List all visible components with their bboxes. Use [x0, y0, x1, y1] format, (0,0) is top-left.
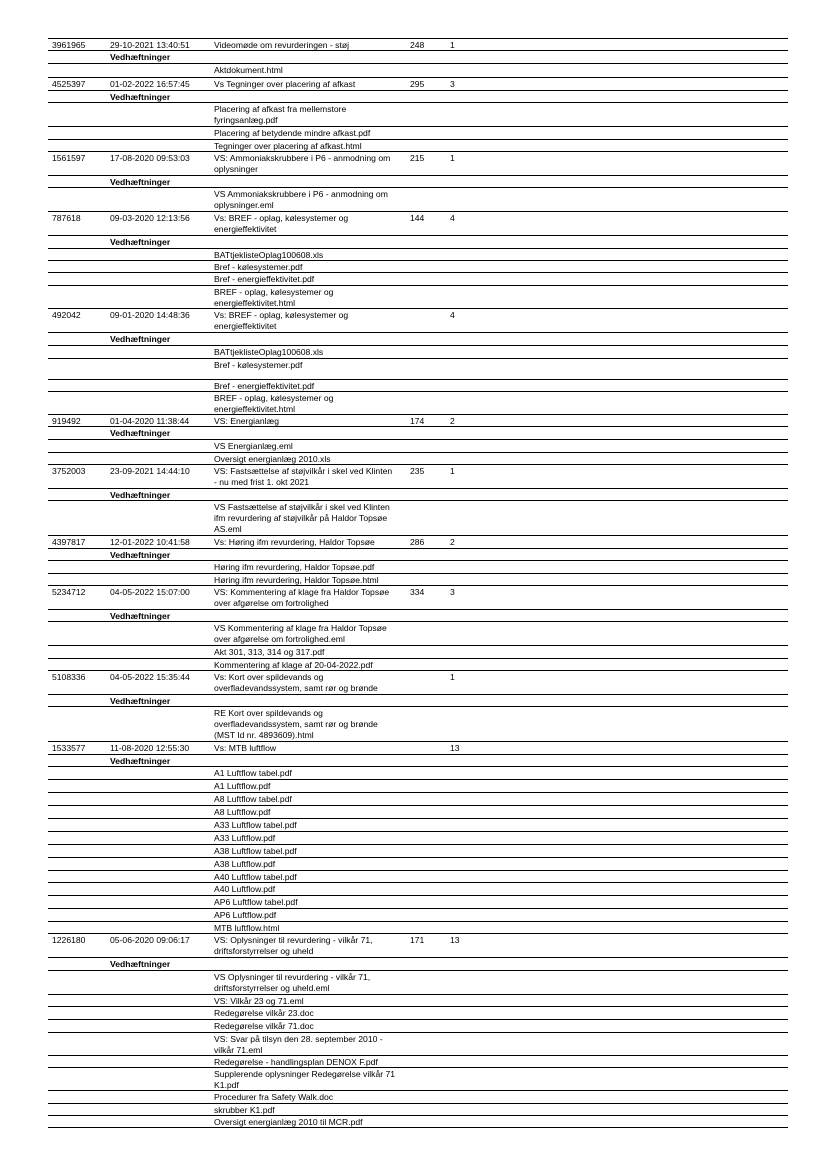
attachment-filename: A8 Luftflow tabel.pdf — [214, 794, 292, 804]
record-size: 215 — [410, 153, 425, 163]
attachment-filename: Oversigt energianlæg 2010.xls — [214, 454, 331, 464]
attachments-header: Vedhæftninger — [110, 92, 171, 102]
attachment-row — [48, 921, 788, 933]
record-row — [48, 464, 788, 488]
record-subject: VS: Fastsættelse af støjvilkår i skel ved Klinten - nu med frist 1. okt 2021 — [214, 466, 393, 487]
attachment-row — [48, 706, 788, 741]
record-id: 4525397 — [52, 79, 86, 89]
attachments-header-row — [48, 90, 788, 102]
attachment-row — [48, 1067, 788, 1090]
attachment-filename: A38 Luftflow tabel.pdf — [214, 846, 297, 856]
record-subject: Videomøde om revurderingen - støj — [214, 40, 350, 50]
attachment-row — [48, 766, 788, 779]
attachment-filename: Oversigt energianlæg 2010 til MCR.pdf — [214, 1117, 363, 1127]
record-subject: VS: Oplysninger til revurdering - vilkår 71, driftsforstyrrelser og uheld — [214, 935, 373, 956]
attachments-header-row — [48, 694, 788, 706]
attachments-header-row — [48, 754, 788, 766]
attachment-filename: BATtjeklisteOplag100608.xls — [214, 250, 324, 260]
record-subject: Vs: BREF - oplag, kølesystemer og energieffektivitet — [214, 310, 349, 331]
attachment-filename: Placering af afkast fra mellemstore fyringsanlæg.pdf — [214, 104, 347, 125]
attachment-filename: skrubber K1.pdf — [214, 1105, 275, 1115]
attachment-filename: Tegninger over placering af afkast.html — [214, 141, 362, 151]
record-subject: Vs: MTB luftflow — [214, 743, 277, 753]
record-attachment-count: 3 — [450, 79, 455, 89]
attachment-row — [48, 1103, 788, 1115]
attachment-filename: AP6 Luftflow.pdf — [214, 910, 277, 920]
record-id: 919492 — [52, 416, 81, 426]
attachment-filename: Bref - kølesystemer.pdf — [214, 360, 303, 370]
record-size: 295 — [410, 79, 425, 89]
attachment-filename: RE Kort over spildevands og overfladevandssystem, samt rør og brønde (MST Id nr. 4893609).html — [214, 708, 378, 740]
record-size: 171 — [410, 935, 425, 945]
record-date: 04-05-2022 15:35:44 — [110, 672, 190, 682]
record-row — [48, 77, 788, 90]
record-size: 286 — [410, 537, 425, 547]
record-id: 1533577 — [52, 743, 86, 753]
record-id: 3752003 — [52, 466, 86, 476]
attachment-filename: Bref - energieffektivitet.pdf — [214, 274, 315, 284]
attachments-header: Vedhæftninger — [110, 959, 171, 969]
attachment-row — [48, 831, 788, 844]
attachment-filename: A40 Luftflow tabel.pdf — [214, 872, 297, 882]
attachment-row — [48, 439, 788, 452]
attachment-row — [48, 187, 788, 211]
attachments-header-row — [48, 548, 788, 560]
record-attachment-count: 4 — [450, 310, 455, 320]
record-date: 17-08-2020 09:53:03 — [110, 153, 190, 163]
record-subject: VS: Energianlæg — [214, 416, 279, 426]
attachment-row — [48, 857, 788, 870]
attachment-row — [48, 452, 788, 464]
attachment-row — [48, 63, 788, 77]
attachment-filename: Høring ifm revurdering, Haldor Topsøe.pdf — [214, 562, 375, 572]
attachment-row — [48, 805, 788, 818]
record-date: 01-04-2020 11:38:44 — [110, 416, 190, 426]
attachments-header-row — [48, 235, 788, 248]
record-size: 144 — [410, 213, 425, 223]
record-date: 12-01-2022 10:41:58 — [110, 537, 190, 547]
attachments-header: Vedhæftninger — [110, 756, 171, 766]
attachment-filename: BATtjeklisteOplag100608.xls — [214, 347, 324, 357]
record-size: 334 — [410, 587, 425, 597]
record-date: 09-03-2020 12:13:56 — [110, 213, 190, 223]
attachments-header: Vedhæftninger — [110, 52, 171, 62]
attachment-row — [48, 139, 788, 151]
record-id: 4397817 — [52, 537, 86, 547]
record-date: 01-02-2022 16:57:45 — [110, 79, 190, 89]
attachment-filename: AP6 Luftflow tabel.pdf — [214, 897, 298, 907]
record-size: 235 — [410, 466, 425, 476]
record-row — [48, 414, 788, 426]
record-subject: Vs: BREF - oplag, kølesystemer og energieffektivitet — [214, 213, 349, 234]
attachment-filename: VS Oplysninger til revurdering - vilkår 71, driftsforstyrrelser og uheld.eml — [214, 972, 371, 993]
record-date: 05-06-2020 09:06:17 — [110, 935, 190, 945]
record-row — [48, 670, 788, 694]
record-id: 5108336 — [52, 672, 86, 682]
attachment-filename: Redegørelse - handlingsplan DENOX F.pdf — [214, 1057, 378, 1067]
attachment-row — [48, 994, 788, 1006]
attachment-row — [48, 818, 788, 831]
attachment-row — [48, 1090, 788, 1103]
attachment-filename: MTB luftflow.html — [214, 923, 280, 933]
attachments-header: Vedhæftninger — [110, 550, 171, 560]
attachment-filename: Procedurer fra Safety Walk.doc — [214, 1092, 334, 1102]
record-row — [48, 151, 788, 175]
record-attachment-count: 1 — [450, 40, 455, 50]
record-row — [48, 308, 788, 332]
attachment-filename: A40 Luftflow.pdf — [214, 884, 276, 894]
attachment-filename: Bref - energieffektivitet.pdf — [214, 381, 315, 391]
record-subject: VS: Ammoniakskrubbere i P6 - anmodning om oplysninger — [214, 153, 391, 174]
attachment-row — [48, 358, 788, 379]
attachment-row — [48, 1032, 788, 1055]
attachments-header: Vedhæftninger — [110, 177, 171, 187]
record-row — [48, 38, 788, 50]
attachments-header-row — [48, 426, 788, 439]
attachment-row — [48, 645, 788, 658]
record-id: 3961965 — [52, 40, 86, 50]
attachment-row — [48, 1006, 788, 1019]
record-id: 1226180 — [52, 935, 86, 945]
attachment-filename: Placering af betydende mindre afkast.pdf — [214, 128, 371, 138]
record-attachment-count: 2 — [450, 416, 455, 426]
attachment-filename: A33 Luftflow tabel.pdf — [214, 820, 297, 830]
attachment-filename: BREF - oplag, kølesystemer og energieffektivitet.html — [214, 393, 334, 414]
attachment-filename: Høring ifm revurdering, Haldor Topsøe.html — [214, 575, 379, 585]
record-row — [48, 933, 788, 957]
attachment-filename: Aktdokument.html — [214, 65, 283, 75]
attachments-header: Vedhæftninger — [110, 611, 171, 621]
attachment-filename: VS Fastsættelse af støjvilkår i skel ved Klinten ifm revurdering af støjvilkår på Haldor Topsøe AS.eml — [214, 502, 390, 534]
record-date: 23-09-2021 14:44:10 — [110, 466, 190, 476]
attachment-row — [48, 500, 788, 535]
attachment-row — [48, 102, 788, 126]
record-row — [48, 585, 788, 609]
attachments-header-row — [48, 488, 788, 500]
attachment-row — [48, 882, 788, 895]
attachment-row — [48, 260, 788, 272]
record-attachment-count: 4 — [450, 213, 455, 223]
attachment-filename: VS: Svar på tilsyn den 28. september 2010 - vilkår 71.eml — [214, 1034, 383, 1055]
record-attachment-count: 13 — [450, 743, 460, 753]
attachment-filename: Redegørelse vilkår 23.doc — [214, 1008, 314, 1018]
attachment-row — [48, 560, 788, 573]
attachment-filename: Akt 301, 313, 314 og 317.pdf — [214, 647, 325, 657]
record-size: 248 — [410, 40, 425, 50]
attachment-row — [48, 1055, 788, 1067]
record-subject: Vs: Høring ifm revurdering, Haldor Topsøe — [214, 537, 375, 547]
attachment-row — [48, 792, 788, 805]
attachment-row — [48, 248, 788, 260]
record-subject: Vs: Kort over spildevands og overfladevandssystem, samt rør og brønde — [214, 672, 378, 693]
attachment-filename: Bref - kølesystemer.pdf — [214, 262, 303, 272]
attachment-filename: A1 Luftflow tabel.pdf — [214, 768, 292, 778]
attachments-header: Vedhæftninger — [110, 490, 171, 500]
attachment-filename: Supplerende oplysninger Redegørelse vilkår 71 K1.pdf — [214, 1069, 396, 1090]
attachment-filename: A33 Luftflow.pdf — [214, 833, 276, 843]
attachment-row — [48, 285, 788, 308]
table-bottom-border — [48, 1127, 788, 1128]
record-attachment-count: 1 — [450, 466, 455, 476]
record-size: 174 — [410, 416, 425, 426]
attachment-row — [48, 658, 788, 670]
attachments-header-row — [48, 332, 788, 345]
record-date: 09-01-2020 14:48:36 — [110, 310, 190, 320]
attachments-header: Vedhæftninger — [110, 428, 171, 438]
attachment-row — [48, 870, 788, 882]
attachment-row — [48, 379, 788, 391]
attachment-row — [48, 1115, 788, 1127]
record-attachment-count: 1 — [450, 672, 455, 682]
record-attachment-count: 3 — [450, 587, 455, 597]
record-attachment-count: 1 — [450, 153, 455, 163]
record-id: 492042 — [52, 310, 81, 320]
attachments-header: Vedhæftninger — [110, 334, 171, 344]
record-subject: VS: Kommentering af klage fra Haldor Topsøe over afgørelse om fortrolighed — [214, 587, 390, 608]
record-id: 5234712 — [52, 587, 86, 597]
attachments-header-row — [48, 50, 788, 63]
attachment-row — [48, 1019, 788, 1032]
record-row — [48, 211, 788, 235]
attachment-filename: VS Kommentering af klage fra Haldor Topsøe over afgørelse om fortrolighed.eml — [214, 623, 387, 644]
attachment-row — [48, 895, 788, 908]
attachment-filename: A8 Luftflow.pdf — [214, 807, 271, 817]
attachments-header-row — [48, 609, 788, 621]
record-attachment-count: 2 — [450, 537, 455, 547]
attachment-row — [48, 621, 788, 645]
attachments-report — [48, 38, 788, 1128]
attachment-row — [48, 391, 788, 414]
attachment-filename: BREF - oplag, kølesystemer og energieffektivitet.html — [214, 287, 334, 308]
record-date: 04-05-2022 15:07:00 — [110, 587, 190, 597]
attachment-row — [48, 573, 788, 585]
attachment-row — [48, 126, 788, 139]
attachment-row — [48, 844, 788, 857]
attachments-header: Vedhæftninger — [110, 237, 171, 247]
record-row — [48, 741, 788, 754]
attachment-filename: A1 Luftflow.pdf — [214, 781, 271, 791]
record-id: 787618 — [52, 213, 81, 223]
attachments-header-row — [48, 957, 788, 970]
record-row — [48, 535, 788, 548]
record-attachment-count: 13 — [450, 935, 460, 945]
attachment-filename: Kommentering af klage af 20-04-2022.pdf — [214, 660, 373, 670]
attachment-filename: Redegørelse vilkår 71.doc — [214, 1021, 314, 1031]
record-subject: Vs Tegninger over placering af afkast — [214, 79, 356, 89]
attachment-filename: A38 Luftflow.pdf — [214, 859, 276, 869]
record-id: 1561597 — [52, 153, 86, 163]
attachment-row — [48, 970, 788, 994]
attachments-header: Vedhæftninger — [110, 696, 171, 706]
attachment-filename: VS: Vilkår 23 og 71.eml — [214, 996, 304, 1006]
attachment-filename: VS Ammoniakskrubbere i P6 - anmodning om oplysninger.eml — [214, 189, 388, 210]
attachment-filename: VS Energianlæg.eml — [214, 441, 293, 451]
attachment-row — [48, 908, 788, 921]
attachment-row — [48, 272, 788, 285]
record-date: 11-08-2020 12:55:30 — [110, 743, 190, 753]
attachment-row — [48, 345, 788, 358]
attachments-header-row — [48, 175, 788, 187]
record-date: 29-10-2021 13:40:51 — [110, 40, 190, 50]
attachment-row — [48, 779, 788, 792]
